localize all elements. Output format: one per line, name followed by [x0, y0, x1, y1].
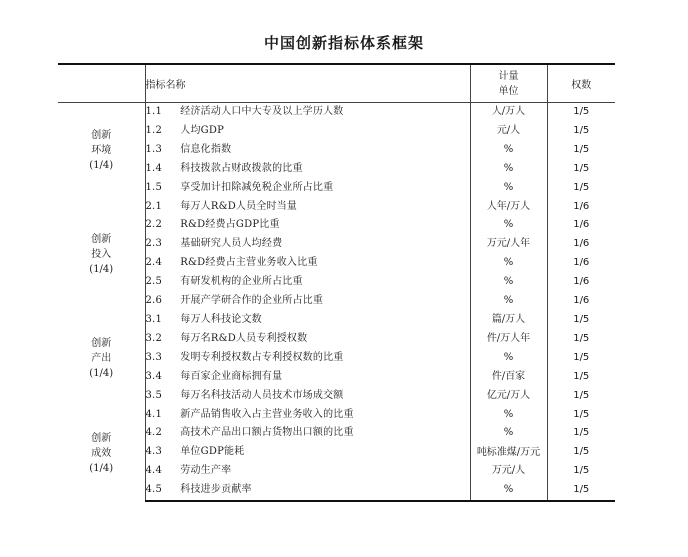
indicator-cell [145, 273, 470, 292]
unit-cell: % [470, 254, 547, 273]
indicator-cell [145, 160, 470, 179]
unit-cell: 吨标准煤/万元 [470, 443, 547, 462]
indicator-cell [145, 330, 470, 349]
category-weight: (1/4) [89, 159, 114, 171]
indicator-code: 4.4 [145, 465, 163, 477]
category-cell [58, 103, 145, 198]
indicator-name: R&D经费占GDP比重 [180, 219, 280, 231]
indicator-cell [145, 424, 470, 443]
weight-cell: 1/6 [573, 238, 590, 250]
weight-cell: 1/5 [573, 162, 590, 174]
indicator-name: 每百家企业商标拥有量 [180, 370, 283, 382]
page-title: 中国创新指标体系框架 [263, 34, 424, 52]
indicator-code: 2.5 [145, 276, 163, 288]
indicator-name: 人均GDP [180, 124, 224, 136]
indicator-cell [145, 235, 470, 254]
weight-cell: 1/6 [573, 295, 590, 307]
category-header [58, 64, 145, 103]
unit-header-line2: 单位 [498, 85, 519, 97]
category-weight: (1/4) [89, 263, 114, 275]
weight-cell: 1/5 [573, 332, 590, 344]
unit-cell: 亿元/万人 [470, 387, 547, 406]
weight-cell: 1/6 [573, 200, 590, 212]
indicator-cell [145, 406, 470, 425]
indicator-name: 每万名R&D人员专利授权数 [180, 332, 308, 344]
indicator-cell [145, 462, 470, 481]
table-row [58, 406, 615, 425]
unit-cell: % [470, 424, 547, 443]
category-label: 产出 [91, 352, 112, 364]
indicator-code: 4.3 [145, 446, 163, 458]
indicator-code: 2.4 [145, 257, 163, 269]
indicator-code: 3.2 [145, 332, 163, 344]
indicator-code: 4.5 [145, 484, 163, 496]
unit-cell: % [470, 481, 547, 501]
indicator-code: 2.3 [145, 238, 163, 250]
indicator-cell [145, 311, 470, 330]
category-label: 环境 [91, 144, 112, 156]
weight-cell: 1/5 [573, 313, 590, 325]
table-header-row [58, 64, 615, 103]
indicator-name: 享受加计扣除减免税企业所占比重 [180, 181, 334, 193]
indicator-name: 经济活动人口中大专及以上学历人数 [180, 106, 344, 117]
indicator-name: 每万人R&D人员全时当量 [180, 200, 298, 212]
category-label: 投入 [91, 248, 112, 260]
unit-cell: % [470, 179, 547, 198]
weight-cell: 1/5 [573, 124, 590, 136]
indicator-name: 劳动生产率 [180, 465, 232, 477]
indicator-cell [145, 254, 470, 273]
indicator-cell [145, 179, 470, 198]
category-label: 创新 [91, 432, 112, 444]
weight-cell: 1/6 [573, 257, 590, 269]
table-body [58, 103, 615, 502]
indicator-cell [145, 103, 470, 122]
indicator-name: R&D经费占主营业务收入比重 [180, 257, 318, 269]
category-label: 创新 [91, 129, 112, 141]
indicator-name: 基础研究人员人均经费 [180, 238, 283, 250]
category-cell [58, 198, 145, 311]
indicator-code: 1.1 [145, 106, 163, 117]
unit-cell: 元/人 [470, 122, 547, 141]
unit-cell: 件/百家 [470, 368, 547, 387]
table-row [58, 103, 615, 122]
weight-cell: 1/5 [573, 389, 590, 401]
unit-header-line1: 计量 [498, 70, 519, 82]
indicator-name: 高技术产品出口额占货物出口额的比重 [180, 427, 354, 439]
indicator-code: 3.3 [145, 351, 163, 363]
unit-cell: 人/万人 [470, 103, 547, 122]
indicator-name: 开展产学研合作的企业所占比重 [180, 295, 324, 307]
indicator-name: 单位GDP能耗 [180, 446, 245, 458]
indicator-code: 3.4 [145, 370, 163, 382]
weight-header: 权数 [547, 64, 615, 103]
indicator-header: 指标名称 [145, 64, 470, 103]
indicator-cell [145, 368, 470, 387]
indicator-code: 2.6 [145, 295, 163, 307]
indicator-table [58, 63, 615, 502]
unit-cell: 万元/人 [470, 462, 547, 481]
weight-cell: 1/5 [573, 143, 590, 155]
category-label: 创新 [91, 233, 112, 245]
indicator-name: 每万人科技论文数 [180, 313, 262, 325]
unit-cell: % [470, 349, 547, 368]
weight-cell: 1/5 [573, 106, 590, 117]
indicator-cell [145, 387, 470, 406]
indicator-code: 3.5 [145, 389, 163, 401]
indicator-cell [145, 198, 470, 217]
category-weight: (1/4) [89, 367, 114, 379]
unit-cell: 篇/万人 [470, 311, 547, 330]
category-weight: (1/4) [89, 462, 114, 474]
indicator-code: 4.1 [145, 408, 163, 420]
table-row [58, 198, 615, 217]
indicator-cell [145, 481, 470, 501]
indicator-name: 信息化指数 [180, 143, 232, 155]
unit-cell: % [470, 216, 547, 235]
weight-cell: 1/5 [573, 408, 590, 420]
unit-cell: % [470, 273, 547, 292]
category-label: 成效 [91, 447, 112, 459]
indicator-name: 有研发机构的企业所占比重 [180, 276, 303, 288]
category-cell [58, 406, 145, 502]
unit-cell: % [470, 141, 547, 160]
indicator-code: 3.1 [145, 313, 163, 325]
weight-cell: 1/5 [573, 181, 590, 193]
indicator-cell [145, 216, 470, 235]
indicator-code: 1.4 [145, 162, 163, 174]
unit-cell: % [470, 406, 547, 425]
weight-cell: 1/6 [573, 276, 590, 288]
unit-cell: 人年/万人 [470, 198, 547, 217]
indicator-cell [145, 443, 470, 462]
indicator-cell [145, 349, 470, 368]
indicator-code: 4.2 [145, 427, 163, 439]
indicator-code: 2.2 [145, 219, 163, 231]
indicator-name: 每万名科技活动人员技术市场成交额 [180, 389, 344, 401]
weight-cell: 1/5 [573, 446, 590, 458]
unit-cell: % [470, 292, 547, 311]
unit-header [470, 64, 547, 103]
category-cell [58, 311, 145, 406]
table-row [58, 311, 615, 330]
indicator-code: 1.5 [145, 181, 163, 193]
weight-cell: 1/5 [573, 351, 590, 363]
weight-cell: 1/5 [573, 427, 590, 439]
unit-cell: 件/万人年 [470, 330, 547, 349]
indicator-code: 2.1 [145, 200, 163, 212]
weight-cell: 1/5 [547, 481, 615, 501]
weight-cell: 1/5 [573, 465, 590, 477]
indicator-cell [145, 292, 470, 311]
indicator-name: 新产品销售收入占主营业务收入的比重 [180, 408, 354, 420]
weight-cell: 1/6 [573, 219, 590, 231]
unit-cell: % [470, 160, 547, 179]
indicator-name: 发明专利授权数占专利授权数的比重 [180, 351, 344, 363]
indicator-code: 1.3 [145, 143, 163, 155]
weight-cell: 1/5 [573, 370, 590, 382]
indicator-cell [145, 122, 470, 141]
indicator-cell [145, 141, 470, 160]
indicator-name: 科技拨款占财政拨款的比重 [180, 162, 303, 174]
unit-cell: 万元/人年 [470, 235, 547, 254]
category-label: 创新 [91, 337, 112, 349]
indicator-name: 科技进步贡献率 [180, 484, 252, 496]
indicator-code: 1.2 [145, 124, 163, 136]
